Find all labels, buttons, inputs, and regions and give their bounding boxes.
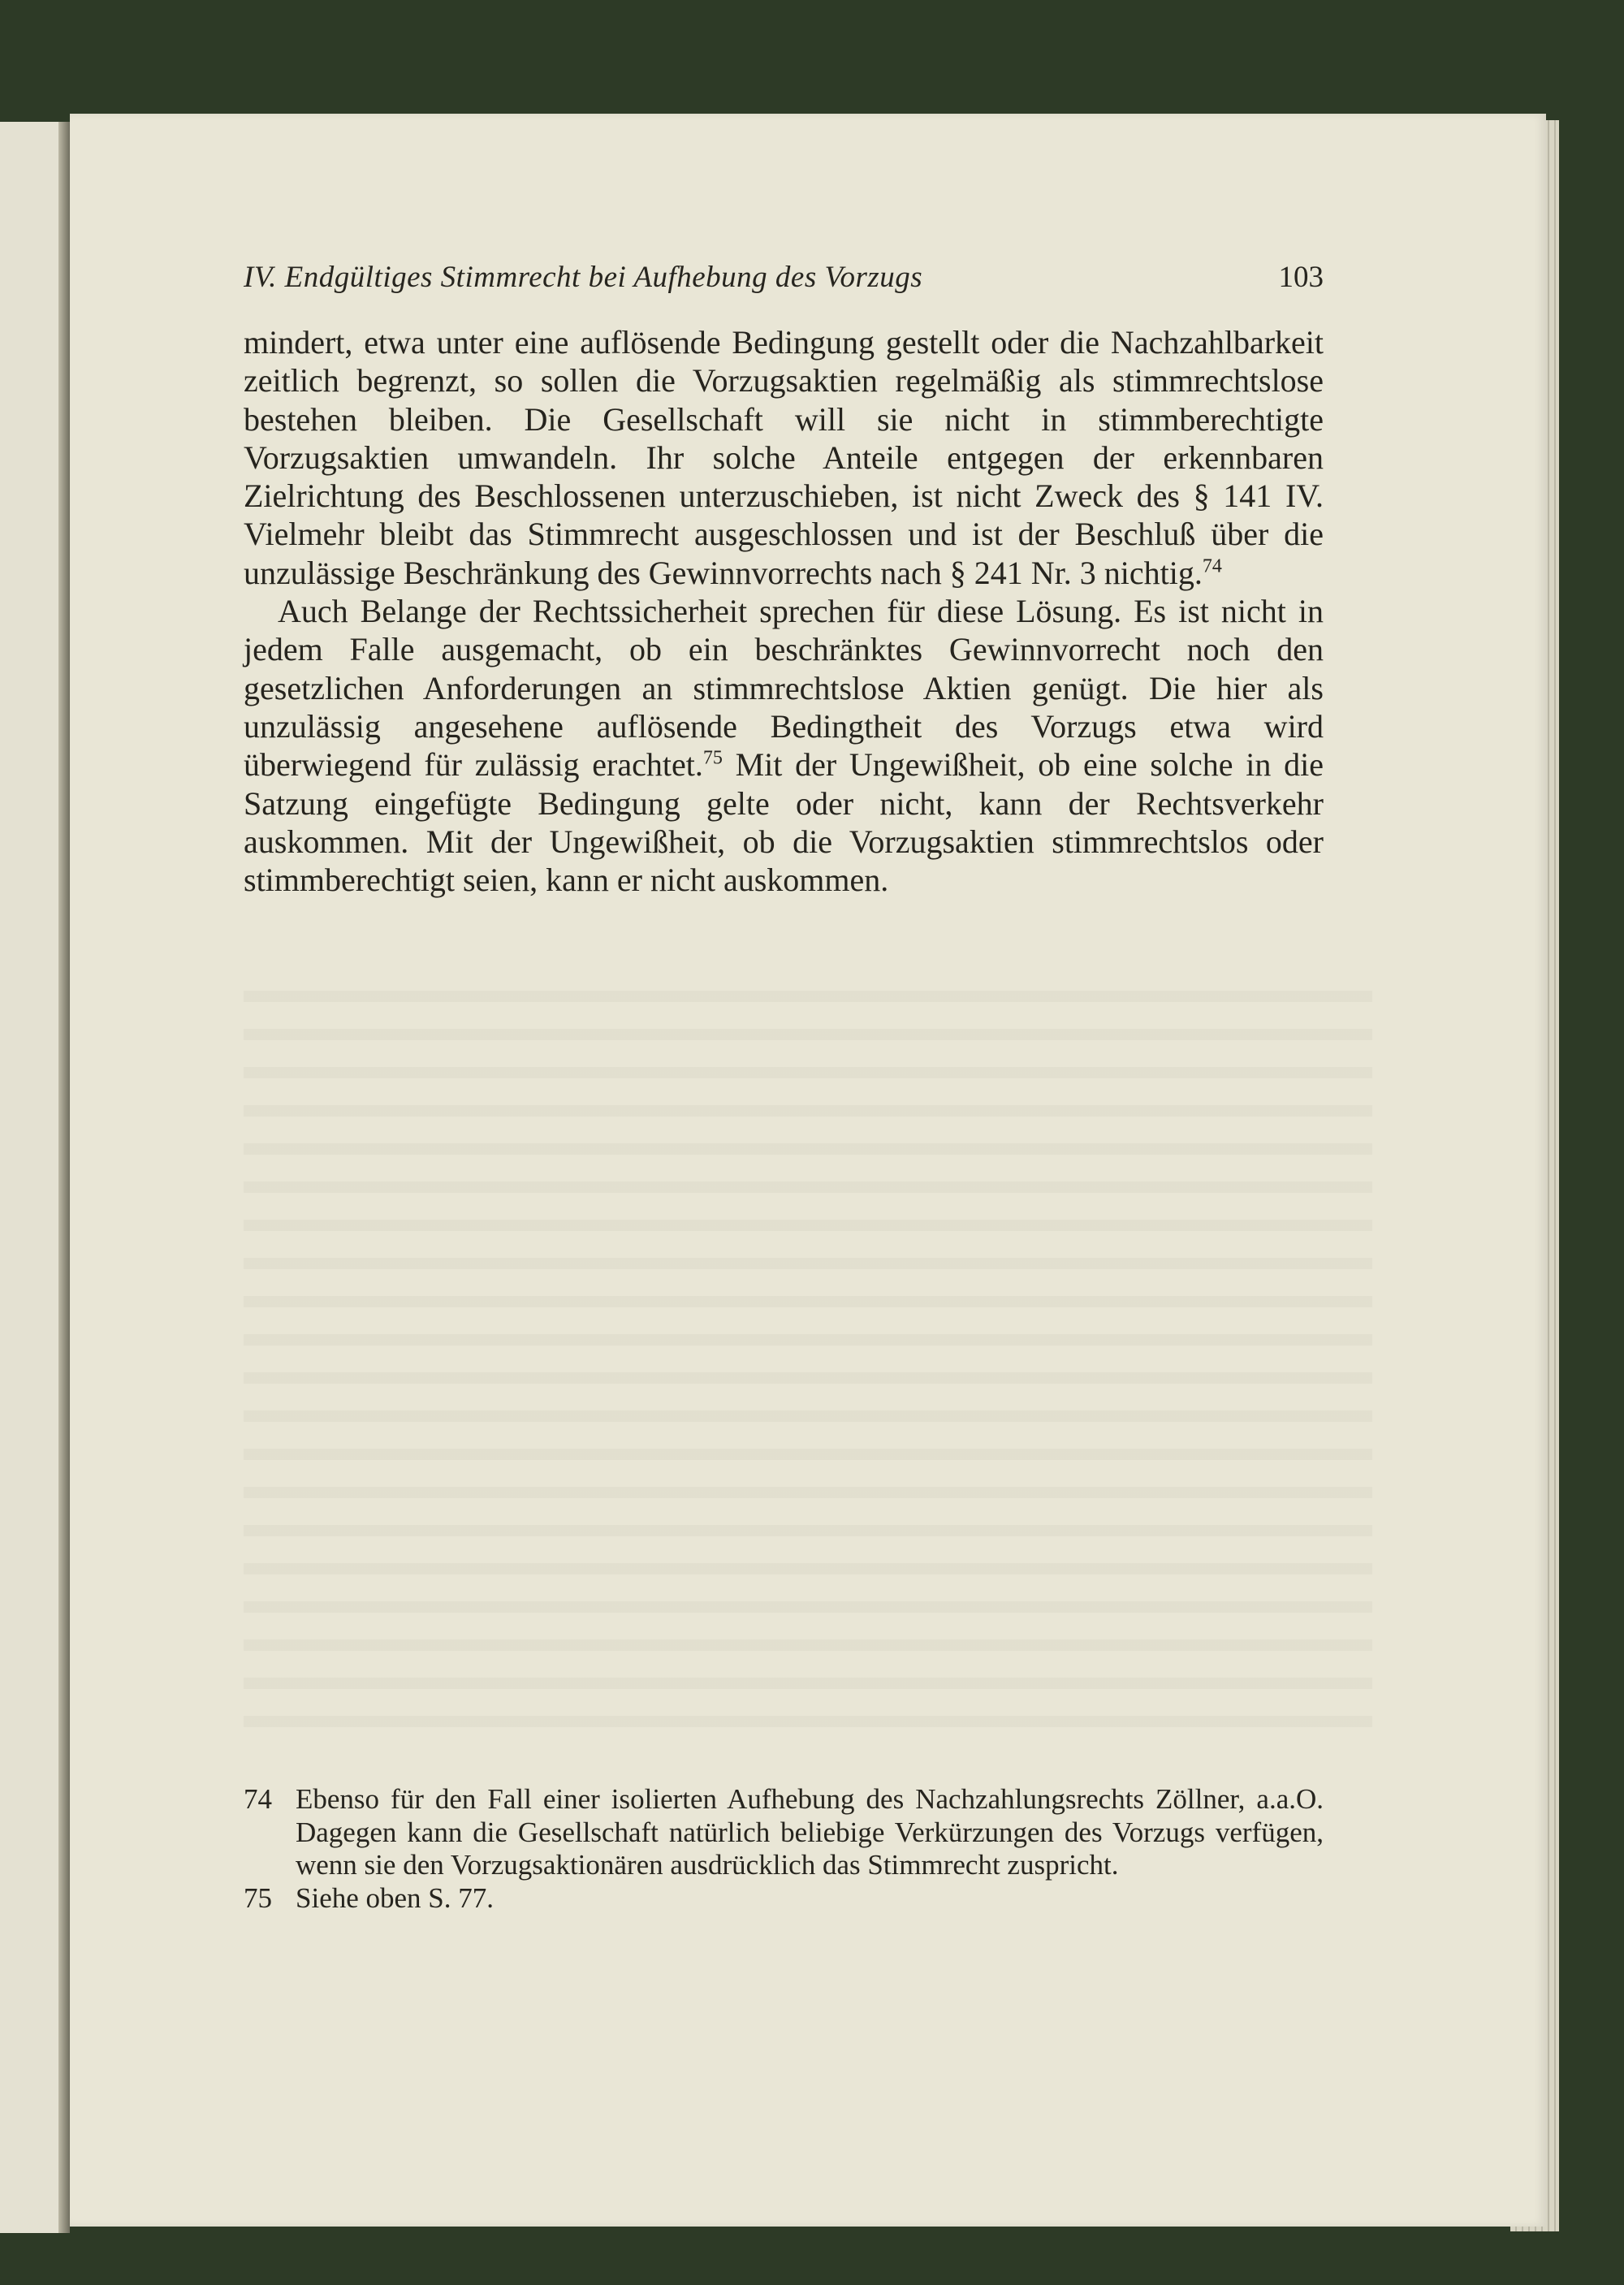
body-text	[244, 323, 1324, 899]
footnote-number: 74	[244, 1783, 272, 1815]
book-gutter	[58, 122, 70, 2233]
footnotes	[244, 1783, 1324, 1916]
running-head	[244, 260, 1324, 295]
footnote-ref-74: 74	[1202, 555, 1222, 577]
footnote-ref-75: 75	[702, 747, 723, 769]
paragraph-2-text-a: Auch Belange der Rechtssicherheit sprechen für diese Lösung. Es ist nicht in jedem Falle ausgemacht, ob ein beschränktes Gewinnvorrecht noch den gesetzlichen Anforderungen an stimmrechtslose Aktien genügt. Die hier als unzulässig angesehene auflösende Bedingtheit des Vorzugs etwa wird überwiegend für zulässig erachtet.	[244, 593, 1324, 784]
page-number: 103	[1278, 261, 1324, 294]
footnote-75	[244, 1882, 1324, 1916]
paragraph-2	[244, 592, 1324, 899]
footnote-text: Ebenso für den Fall einer isolierten Aufhebung des Nachzahlungsrechts Zöllner, a.a.O. Dagegen kann die Gesellschaft natürlich beliebige Verkürzungen des Vorzugs verfügen, wenn sie den Vorzugsaktionären ausdrücklich das Stimmrecht zuspricht.	[296, 1783, 1324, 1881]
footnote-74	[244, 1783, 1324, 1882]
footnote-number: 75	[244, 1882, 272, 1915]
chapter-title: IV. Endgültiges Stimmrecht bei Aufhebung des Vorzugs	[244, 261, 923, 294]
footnote-text: Siehe oben S. 77.	[296, 1882, 495, 1915]
paragraph-1	[244, 323, 1324, 592]
paragraph-2-text-b: Mit der Ungewißheit, ob eine solche in die Satzung eingefügte Bedingung gelte oder nicht, kann der Rechtsverkehr auskommen. Mit der Ungewißheit, ob die Vorzugsaktien stimmrechtslos oder stimmberechtigt seien, kann er nicht auskommen.	[244, 746, 1324, 899]
paragraph-1-text: mindert, etwa unter eine auflösende Bedingung gestellt oder die Nachzahlbarkeit zeitlich begrenzt, so sollen die Vorzugsaktien regelmäßig als stimmrechtslose bestehen bleiben. Die Gesellschaft will sie nicht in stimmberechtigte Vorzugsaktien umwandeln. Ihr solche Anteile entgegen der erkennbaren Zielrichtung des Beschlossenen unterzuschieben, ist nicht Zweck des § 141 IV. Vielmehr bleibt das Stimmrecht ausgeschlossen und ist der Beschluß über die unzulässige Beschränkung des Gewinnvorrechts nach § 241 Nr. 3 nichtig.	[244, 324, 1324, 591]
